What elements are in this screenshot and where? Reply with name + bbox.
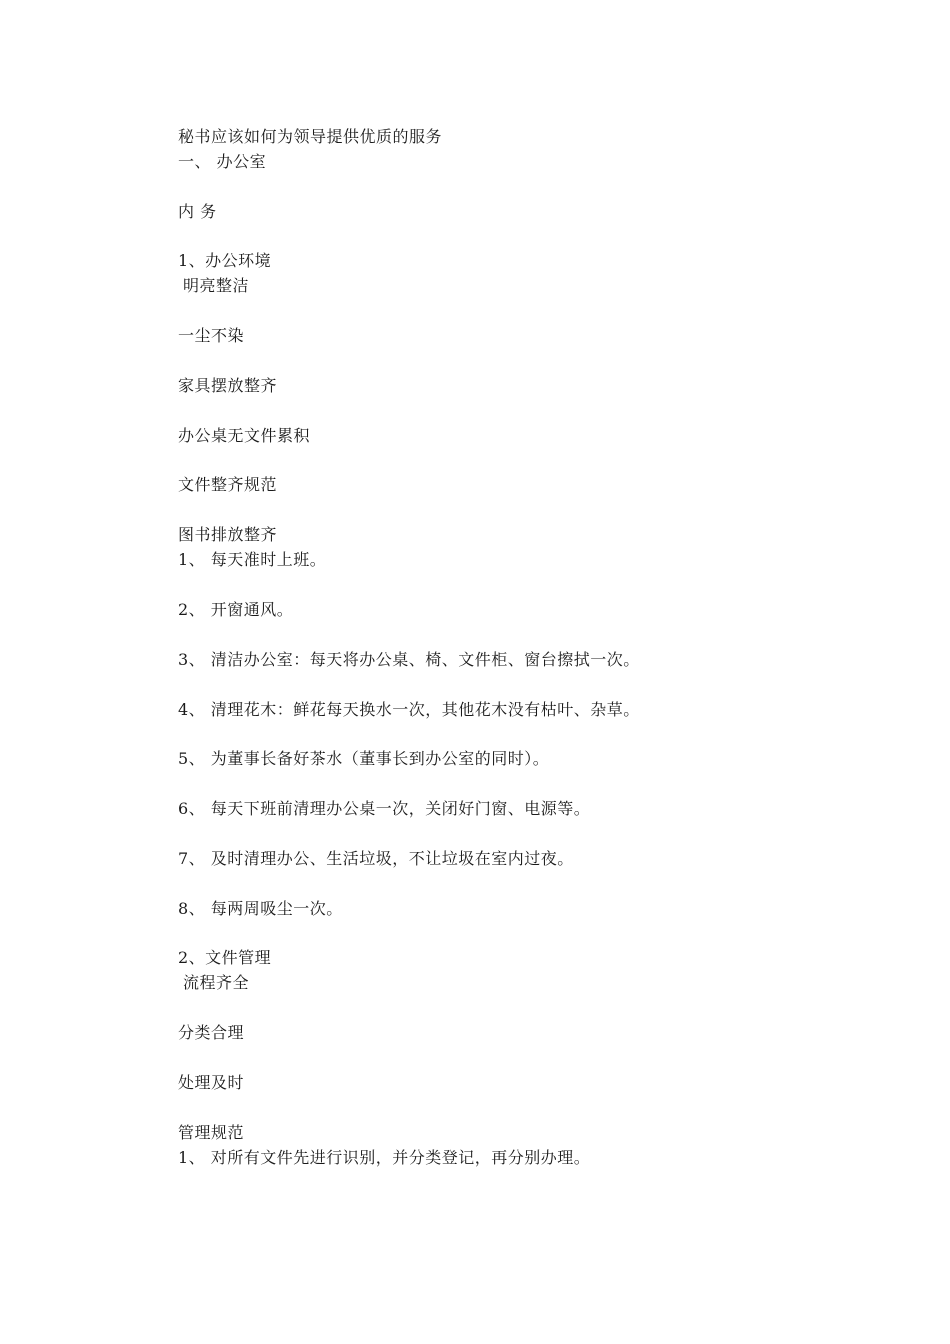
list-item: 家具摆放整齐 (178, 376, 278, 395)
numbered-step: 5、 为董事长备好茶水（董事长到办公室的同时）。 (178, 749, 550, 768)
list-item: 分类合理 (178, 1023, 245, 1042)
numbered-step: 3、 清洁办公室：每天将办公桌、椅、文件柜、窗台擦拭一次。 (178, 650, 640, 669)
list-item: 管理规范 (178, 1123, 245, 1142)
list-item: 流程齐全 (183, 973, 250, 992)
numbered-step: 8、 每两周吸尘一次。 (178, 899, 343, 918)
list-item: 一尘不染 (178, 326, 245, 345)
item-heading-office-environment: 1、办公环境 (178, 251, 272, 270)
subsection-heading: 内 务 (178, 202, 217, 221)
list-item: 办公桌无文件累积 (178, 426, 311, 445)
numbered-step: 7、 及时清理办公、生活垃圾，不让垃圾在室内过夜。 (178, 849, 574, 868)
list-item: 明亮整洁 (183, 276, 250, 295)
numbered-step: 6、 每天下班前清理办公桌一次，关闭好门窗、电源等。 (178, 799, 591, 818)
list-item: 图书排放整齐 (178, 525, 278, 544)
numbered-step: 1、 对所有文件先进行识别，并分类登记，再分别办理。 (178, 1148, 591, 1167)
item-heading-file-management: 2、文件管理 (178, 948, 272, 967)
numbered-step: 1、 每天准时上班。 (178, 550, 327, 569)
numbered-step: 4、 清理花木：鲜花每天换水一次，其他花木没有枯叶、杂草。 (178, 700, 640, 719)
numbered-step: 2、 开窗通风。 (178, 600, 294, 619)
section-heading: 一、 办公室 (178, 152, 267, 171)
document-title: 秘书应该如何为领导提供优质的服务 (178, 127, 443, 146)
list-item: 处理及时 (178, 1073, 245, 1092)
list-item: 文件整齐规范 (178, 475, 278, 494)
